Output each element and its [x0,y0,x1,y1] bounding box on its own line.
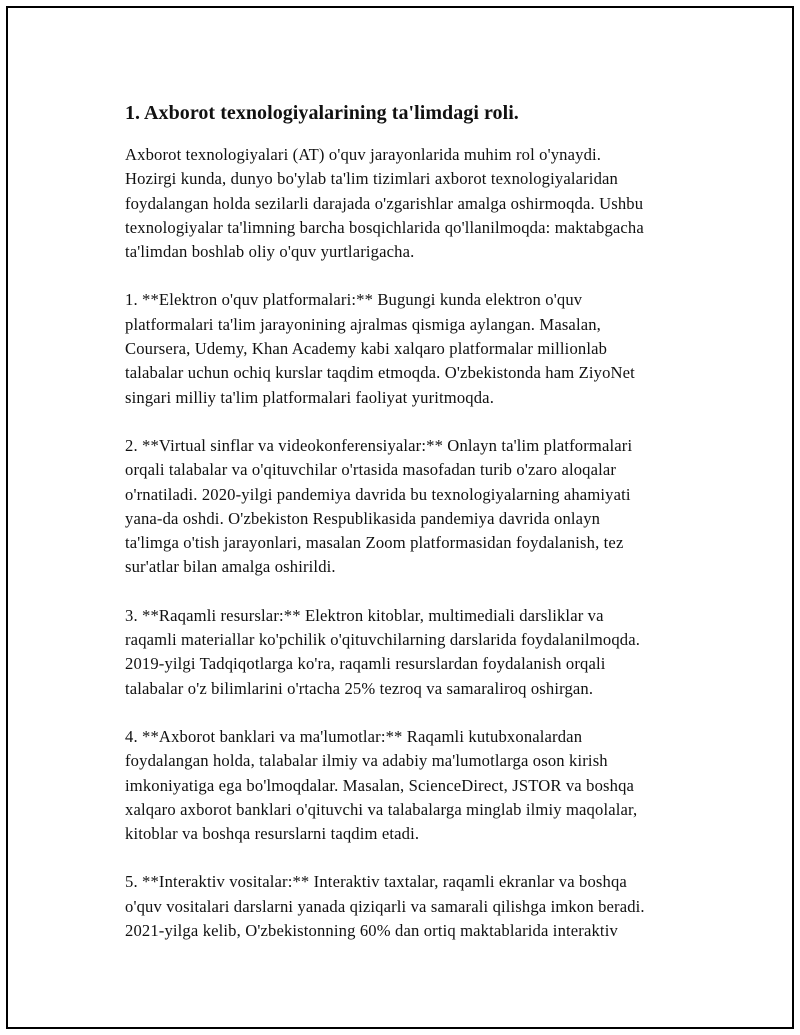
text-line: 2021-yilga kelib, O'zbekistonning 60% dan ortiq maktablarida interaktiv [125,921,618,941]
text-line: talabalar o'z bilimlarini o'rtacha 25% tezroq va samaraliroq oshirgan. [125,678,594,698]
page-frame [6,6,794,1029]
paragraph-virtual-sinflar [125,434,705,580]
paragraph-intro [125,143,705,264]
text-line: orqali talabalar va o'qituvchilar o'rtasida masofadan turib o'zaro aloqalar [125,460,617,480]
text-line: 2019-yilgi Tadqiqotlarga ko'ra, raqamli resurslardan foydalanish orqali [125,654,606,674]
text-line: kitoblar va boshqa resurslarni taqdim etadi. [125,824,420,844]
text-line: Axborot texnologiyalari (AT) o'quv jarayonlarida muhim rol o'ynaydi. [125,145,602,164]
text-line: 1. **Elektron o'quv platformalari:** Bugungi kunda elektron o'quv [125,290,583,310]
text-line: xalqaro axborot banklari o'qituvchi va talabalarga minglab ilmiy maqolalar, [125,799,638,819]
paragraph-interaktiv-vositalar [125,870,705,943]
text-line: singari milliy ta'lim platformalari faoliyat yuritmoqda. [125,387,494,407]
text-line: platformalari ta'lim jarayonining ajralmas qismiga aylangan. Masalan, [125,314,601,334]
text-line: 2. **Virtual sinflar va videokonferensiyalar:** Onlayn ta'lim platformalari [125,435,633,455]
text-line: ta'limdan boshlab oliy o'quv yurtlarigacha. [125,242,415,262]
text-line: 4. **Axborot banklari va ma'lumotlar:** Raqamli kutubxonalardan [125,726,583,746]
text-line: imkoniyatiga ega bo'lmoqdalar. Masalan, ScienceDirect, JSTOR va boshqa [125,775,635,795]
text-line: ta'limga o'tish jarayonlari, masalan Zoom platformasidan foydalanish, tez [125,533,624,553]
document-title: 1. Axborot texnologiyalarining ta'limdagi roli. [125,102,519,124]
text-line: yana-da oshdi. O'zbekiston Respublikasida pandemiya davrida onlayn [125,508,601,528]
text-line: o'quv vositalari darslarni yanada qiziqarli va samarali qilishga imkon beradi. [125,896,645,916]
paragraph-axborot-banklari [125,725,705,846]
text-line: sur'atlar bilan amalga oshirildi. [125,557,336,577]
text-line: 5. **Interaktiv vositalar:** Interaktiv taxtalar, raqamli ekranlar va boshqa [125,872,627,892]
text-line: talabalar uchun ochiq kurslar taqdim etmoqda. O'zbekistonda ham ZiyoNet [125,363,635,383]
text-line: Hozirgi kunda, dunyo bo'ylab ta'lim tizimlari axborot texnologiyalaridan [125,169,618,189]
text-line: o'rnatiladi. 2020-yilgi pandemiya davrida bu texnologiyalarning ahamiyati [125,484,631,504]
text-line: texnologiyalar ta'limning barcha bosqichlarida qo'llanilmoqda: maktabgacha [125,217,644,237]
text-line: 3. **Raqamli resurslar:** Elektron kitoblar, multimediali darsliklar va [125,605,604,625]
text-line: Coursera, Udemy, Khan Academy kabi xalqaro platformalar millionlab [125,339,608,359]
paragraph-raqamli-resurslar [125,604,705,701]
text-line: foydalangan holda, talabalar ilmiy va adabiy ma'lumotlarga oson kirish [125,751,608,771]
text-line: raqamli materiallar ko'pchilik o'qituvchilarning darslarida foydalanilmoqda. [125,630,641,650]
document-body [125,100,705,967]
paragraph-elektron-platformalar [125,288,705,409]
text-line: foydalangan holda sezilarli darajada o'zgarishlar amalga oshirmoqda. Ushbu [125,193,644,213]
